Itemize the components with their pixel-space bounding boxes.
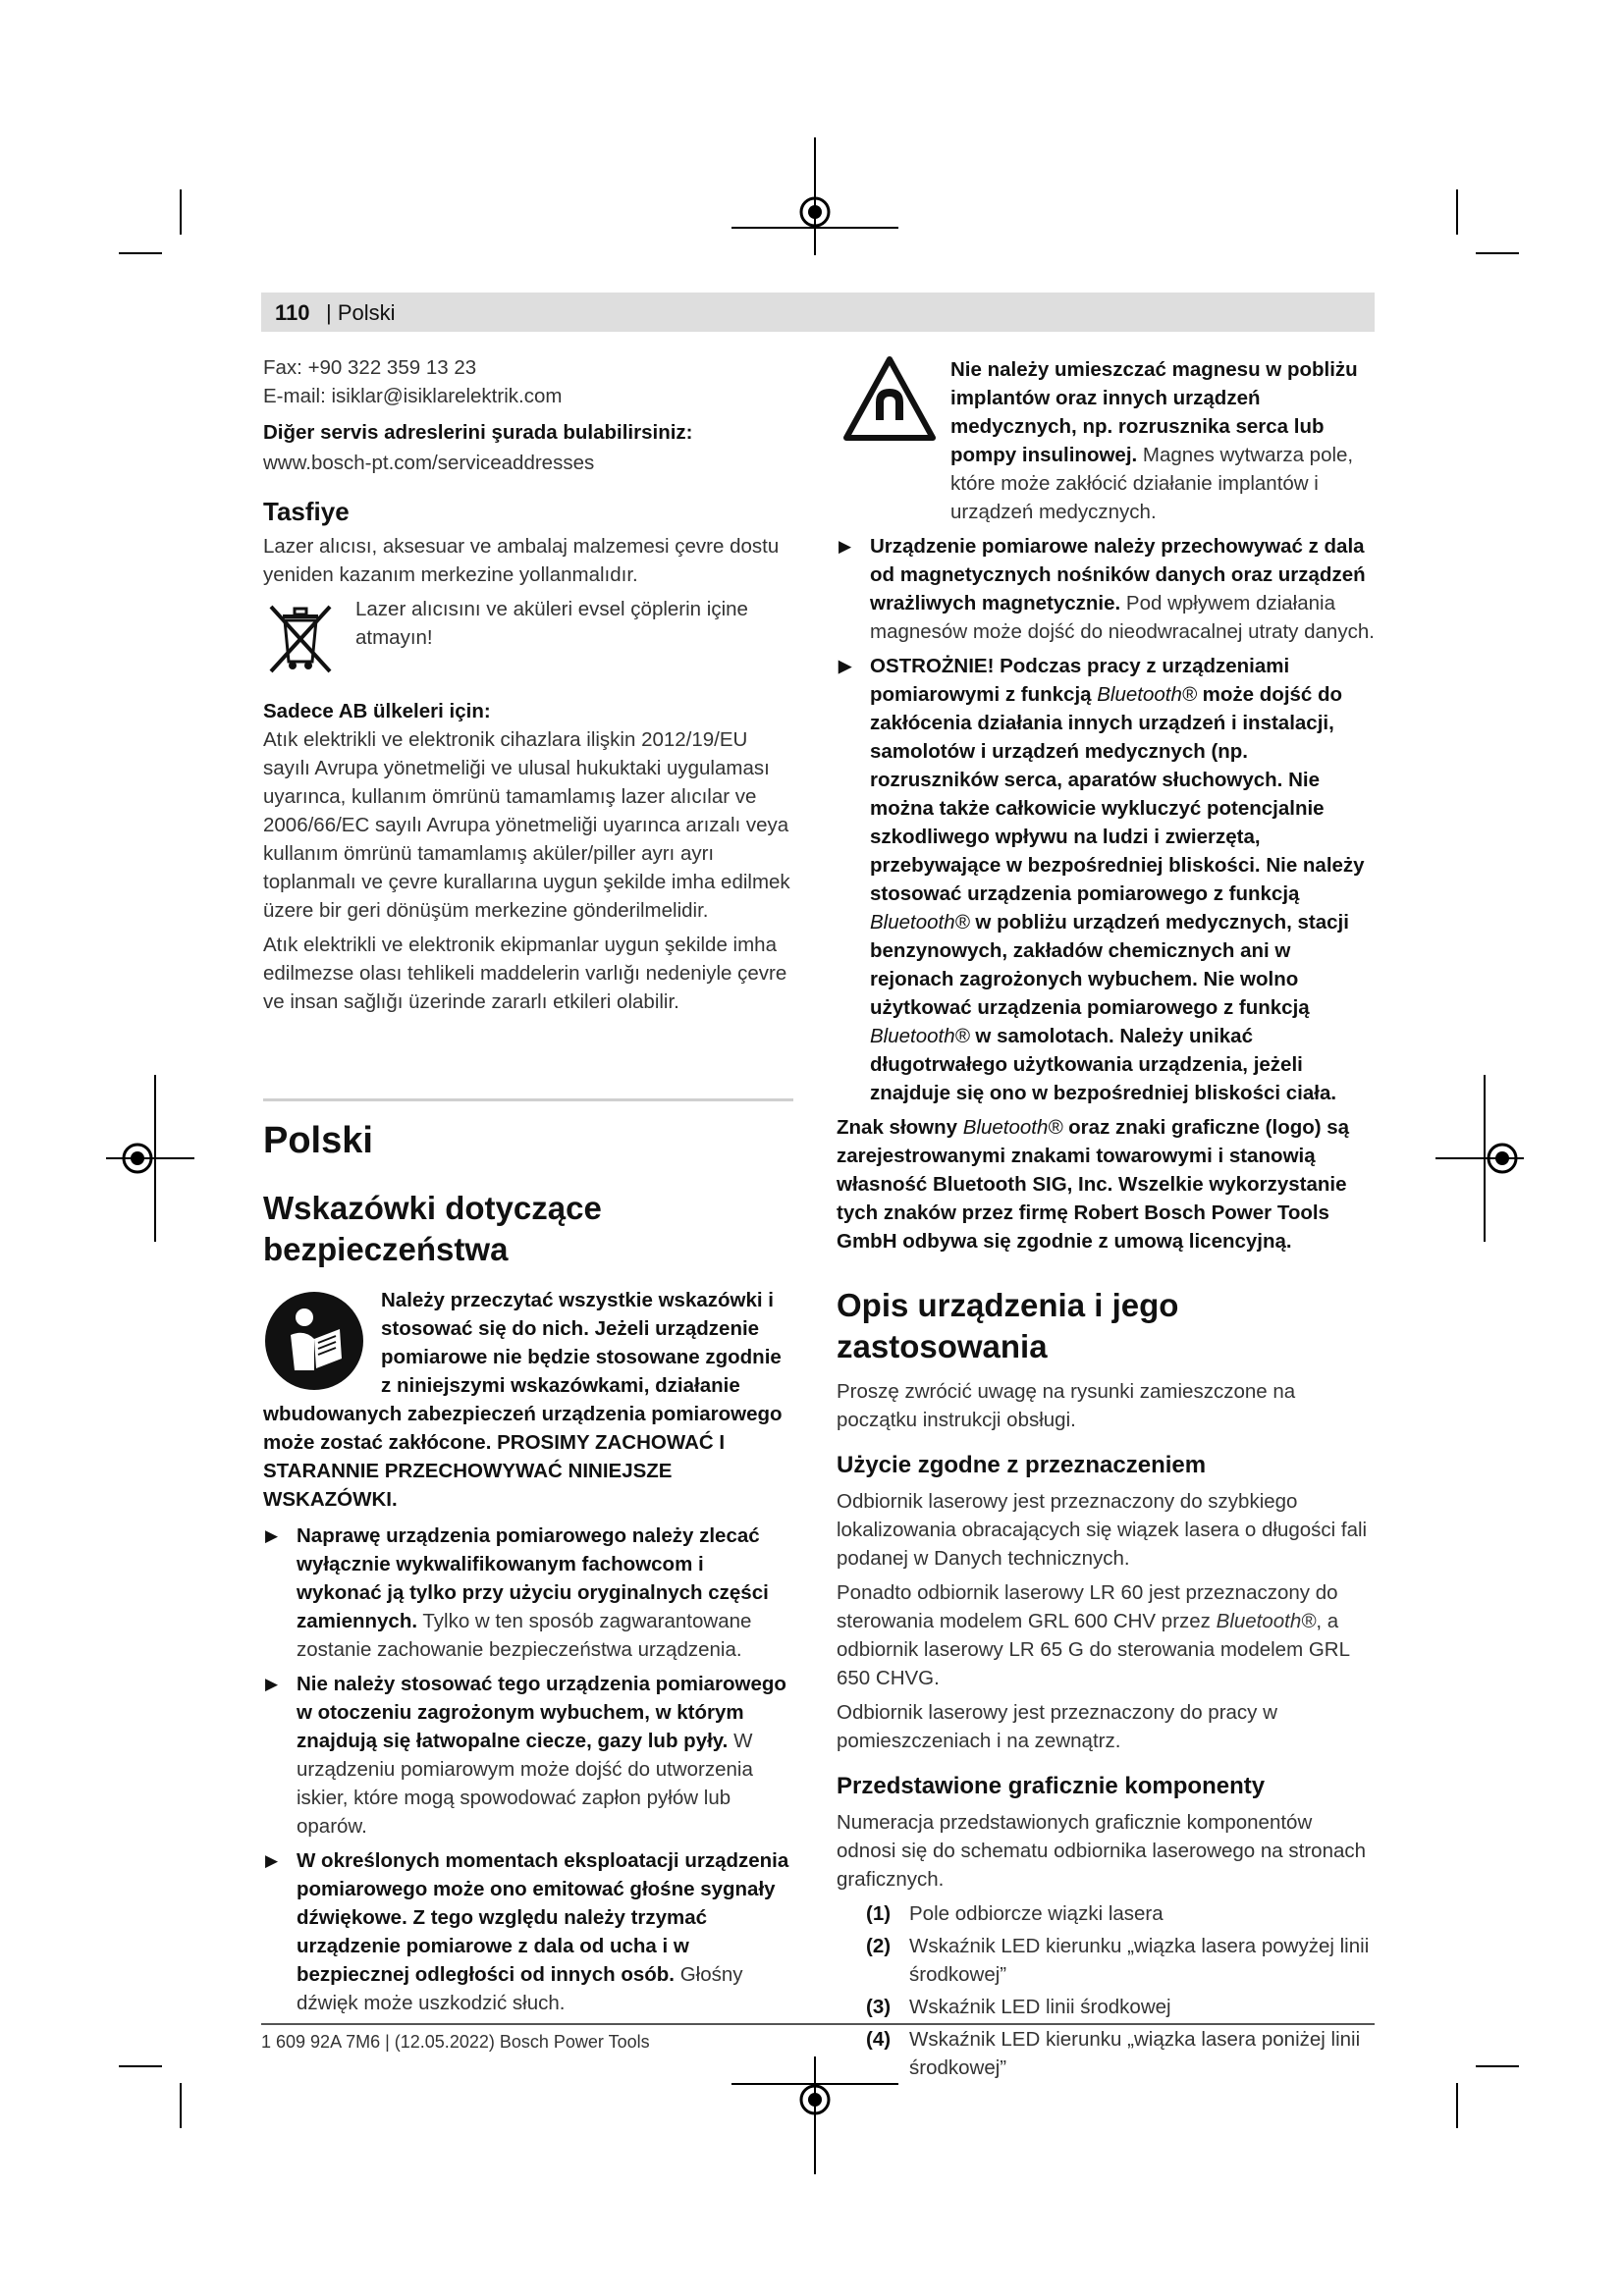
uzycie-paragraph-3: Odbiornik laserowy jest przeznaczony do pracy w pomieszczeniach i na zewnątrz. bbox=[837, 1701, 1277, 1752]
bullet-arrow-icon: ▶ bbox=[839, 657, 852, 675]
component-label: Wskaźnik LED kierunku „wiązka lasera poniżej linii środkowej” bbox=[909, 2028, 1361, 2079]
right-column bbox=[837, 355, 1375, 2086]
component-number: (3) bbox=[866, 1996, 892, 2018]
header-language bbox=[326, 300, 396, 326]
safety-bullet bbox=[263, 1670, 793, 1841]
bt-text-4: w samolotach. Należy unikać długotrwałego użytkowania urządzenia, jeżeli znajduje się ono w bezpośredniej bliskości ciała. bbox=[870, 1025, 1337, 1104]
bullet-normal: W urządzeniu pomiarowym może dojść do utworzenia iskier, które mogą spowodować zapłon pyłów lub oparów. bbox=[297, 1730, 753, 1838]
component-number: (4) bbox=[866, 2028, 892, 2051]
service-url: www.bosch-pt.com/serviceaddresses bbox=[263, 452, 595, 474]
storage-bold: Urządzenie pomiarowe należy przechowywać z dala od magnetycznych nośników danych oraz urządzeń wrażliwych magnetycznie. bbox=[870, 535, 1366, 614]
uzycie-p2a: Ponadto odbiornik laserowy LR 60 jest przeznaczony do sterowania modelem GRL 600 CHV przez bbox=[837, 1581, 1338, 1632]
bt-word: Bluetooth® bbox=[870, 911, 970, 934]
bt-word: Bluetooth® bbox=[962, 1116, 1063, 1139]
footer-text: 1 609 92A 7M6 | (12.05.2022) Bosch Power Tools bbox=[261, 2032, 650, 2052]
component-list bbox=[837, 1899, 1375, 2082]
safety-bullets bbox=[263, 1522, 793, 2017]
component-label: Pole odbiorcze wiązki lasera bbox=[909, 1902, 1164, 1925]
footer-rule bbox=[261, 2023, 1375, 2025]
tm-text-2: oraz znaki graficzne (logo) są zarejestrowanymi znakami towarowymi i stanowią własność Bluetooth SIG, Inc. Wszelkie wykorzystanie tych znaków przez firmę Robert Bosch Power Tools GmbH odbywa się zgodnie z umową licencyjną. bbox=[837, 1116, 1350, 1253]
service-heading: Diğer servis adreslerini şurada bulabilirsiniz: bbox=[263, 421, 693, 444]
component-item bbox=[837, 1899, 1375, 1928]
tm-text-1: Znak słowny bbox=[837, 1116, 963, 1139]
magnet-bold: Nie należy umieszczać magnesu w pobliżu implantów oraz innych urządzeń medycznych, np. rozrusznika serca lub pompy insulinowej. bbox=[950, 358, 1358, 466]
crop-mark-bottom-left-h bbox=[119, 2065, 162, 2067]
crop-mark-bottom-right-v bbox=[1456, 2083, 1458, 2128]
eu-paragraph-1: Atık elektrikli ve elektronik cihazlara ilişkin 2012/19/EU sayılı Avrupa yönetmeliği ve ulusal hukuktaki uygulaması uyarınca, kullanım ömrünü tamamlamış lazer alıcılar ve 2006/66/EC sayılı Avrupa yönetmeliği uyarınca arızalı veya kullanım ömrünü tamamlamış aküler/piller ayrı ayrı toplanmalı ve çevre kurallarına uygun şekilde imha edilmek üzere bir geri dönüşüm merkezine gönderilmelidir. bbox=[263, 728, 790, 922]
crossed-bin-icon bbox=[263, 601, 338, 675]
crop-mark-bottom-right-h bbox=[1476, 2065, 1519, 2067]
tasfiye-heading: Tasfiye bbox=[263, 497, 350, 526]
component-number: (2) bbox=[866, 1935, 892, 1957]
read-instructions-block bbox=[263, 1286, 793, 1514]
bullet-normal: Głośny dźwięk może uszkodzić słuch. bbox=[297, 1963, 743, 2014]
component-item bbox=[837, 1993, 1375, 2021]
uzycie-paragraph-1: Odbiornik laserowy jest przeznaczony do szybkiego lokalizowania obracających się wiązek lasera o długości fali podanej w Danych technicznych. bbox=[837, 1490, 1368, 1570]
uzycie-paragraph-2 bbox=[837, 1578, 1375, 1692]
trademark-paragraph bbox=[837, 1113, 1375, 1255]
bullet-normal: Tylko w ten sposób zagwarantowane zostanie zachowanie bezpieczeństwa urządzenia. bbox=[297, 1610, 752, 1661]
component-number: (1) bbox=[866, 1902, 892, 1925]
storage-bullet bbox=[837, 532, 1375, 646]
bullet-bold: Nie należy stosować tego urządzenia pomiarowego w otoczeniu zagrożonym wybuchem, w którym znajdują się łatwopalne ciecze, gazy lub pyły. bbox=[297, 1673, 786, 1752]
bullet-arrow-icon: ▶ bbox=[265, 1851, 279, 1870]
email-line: E-mail: isiklar@isiklarelektrik.com bbox=[263, 385, 563, 407]
component-item bbox=[837, 2025, 1375, 2082]
page-number: 110 bbox=[275, 300, 310, 325]
crop-mark-top-right-h bbox=[1476, 252, 1519, 254]
crop-mark-top-left-v bbox=[180, 189, 182, 235]
fax-line: Fax: +90 322 359 13 23 bbox=[263, 356, 477, 379]
read-instructions-text: Należy przeczytać wszystkie wskazówki i stosować się do nich. Jeżeli urządzenie pomiarowe nie będzie stosowane zgodnie z niniejszymi wskazówkami, działanie wbudowanych zabezpieczeń urządzenia pomiarowego może zostać zakłócone. PROSIMY ZACHOWAĆ I STARANNIE PRZECHOWYWAĆ NINIEJSZE WSKAZÓWKI. bbox=[263, 1289, 783, 1511]
read-manual-icon bbox=[263, 1290, 365, 1392]
magnet-normal: Magnes wytwarza pole, które może zakłócić działanie implantów i urządzeń medycznych. bbox=[950, 444, 1354, 523]
bullet-bold: W określonych momentach eksploatacji urządzenia pomiarowego może ono emitować głośne sygnały dźwiękowe. Z tego względu należy trzymać urządzenie pomiarowe z dala od ucha i w bezpiecznej odległości od innych osób. bbox=[297, 1849, 789, 1986]
page-header bbox=[261, 293, 1375, 332]
bt-text-2: może dojść do zakłócenia działania innych urządzeń i instalacji, samolotów i urządzeń medycznych (np. rozruszników serca, aparatów słuchowych. Nie można także całkowicie wykluczyć potencjalnie szkodliwego wpływu na ludzi i zwierzęta, przebywające w bezpośredniej bliskości. Nie należy stosować urządzenia pomiarowego z funkcją bbox=[870, 683, 1365, 905]
safety-bullet bbox=[263, 1522, 793, 1664]
component-item bbox=[837, 1932, 1375, 1989]
header-language-label: Polski bbox=[337, 300, 396, 325]
registration-mark-left-icon bbox=[106, 1075, 194, 1242]
safety-title: Wskazówki dotyczące bezpieczeństwa bbox=[263, 1190, 602, 1267]
left-column bbox=[263, 353, 793, 2023]
eu-heading: Sadece AB ülkeleri için: bbox=[263, 700, 491, 722]
header-separator: | bbox=[326, 300, 338, 325]
bt-text-3: w pobliżu urządzeń medycznych, stacji benzynowych, zakładów chemicznych ani w rejonach zagrożonych wybuchem. Nie wolno użytkować urządzenia pomiarowego z funkcją bbox=[870, 911, 1349, 1019]
komponenty-text: Numeracja przedstawionych graficznie komponentów odnosi się do schematu odbiornika laserowego na stronach graficznych. bbox=[837, 1811, 1367, 1891]
magnet-warning-icon bbox=[842, 355, 937, 444]
opis-title: Opis urządzenia i jego zastosowania bbox=[837, 1287, 1179, 1364]
uzycie-p2b: , a odbiornik laserowy LR 65 G do sterowania modelem GRL 650 CHVG. bbox=[837, 1610, 1350, 1689]
bullet-arrow-icon: ▶ bbox=[265, 1675, 279, 1693]
bt-word: Bluetooth® bbox=[1097, 683, 1197, 706]
eu-paragraph-2: Atık elektrikli ve elektronik ekipmanlar uygun şekilde imha edilmezse olası tehlikeli maddelerin varlığı nedeniyle çevre ve insan sağlığı üzerinde zararlı etkileri olabilir. bbox=[263, 934, 787, 1013]
tasfiye-text: Lazer alıcısı, aksesuar ve ambalaj malzemesi çevre dostu yeniden kazanım merkezine yollanmalıdır. bbox=[263, 535, 780, 586]
component-label: Wskaźnik LED linii środkowej bbox=[909, 1996, 1171, 2018]
section-divider bbox=[263, 1098, 793, 1101]
bullet-arrow-icon: ▶ bbox=[839, 537, 852, 556]
bt-text-1: OSTROŻNIE! Podczas pracy z urządzeniami pomiarowymi z funkcją bbox=[870, 655, 1290, 706]
bt-word: Bluetooth® bbox=[1216, 1610, 1317, 1632]
opis-text: Proszę zwrócić uwagę na rysunki zamieszczone na początku instrukcji obsługi. bbox=[837, 1380, 1296, 1431]
bluetooth-bullet bbox=[837, 652, 1375, 1107]
crop-mark-bottom-left-v bbox=[180, 2083, 182, 2128]
safety-bullet bbox=[263, 1846, 793, 2017]
uzycie-heading: Użycie zgodne z przeznaczeniem bbox=[837, 1452, 1207, 1478]
bin-row bbox=[263, 595, 793, 673]
bin-text: Lazer alıcısını ve aküleri evsel çöplerin içine atmayın! bbox=[355, 598, 748, 649]
bullet-arrow-icon: ▶ bbox=[265, 1526, 279, 1545]
registration-mark-top-icon bbox=[731, 137, 898, 255]
registration-mark-right-icon bbox=[1435, 1075, 1524, 1242]
crop-mark-top-right-v bbox=[1456, 189, 1458, 235]
crop-mark-top-left-h bbox=[119, 252, 162, 254]
component-label: Wskaźnik LED kierunku „wiązka lasera powyżej linii środkowej” bbox=[909, 1935, 1370, 1986]
polski-title: Polski bbox=[263, 1120, 373, 1161]
bt-word: Bluetooth® bbox=[870, 1025, 970, 1047]
bullet-bold: Naprawę urządzenia pomiarowego należy zlecać wyłącznie wykwalifikowanym fachowcom i wykonać ją tylko przy użyciu oryginalnych części zamiennych. bbox=[297, 1524, 769, 1632]
storage-normal: Pod wpływem działania magnesów może dojść do nieodwracalnej utraty danych. bbox=[870, 592, 1375, 643]
magnet-warning bbox=[837, 355, 1375, 526]
komponenty-heading: Przedstawione graficznie komponenty bbox=[837, 1773, 1266, 1799]
